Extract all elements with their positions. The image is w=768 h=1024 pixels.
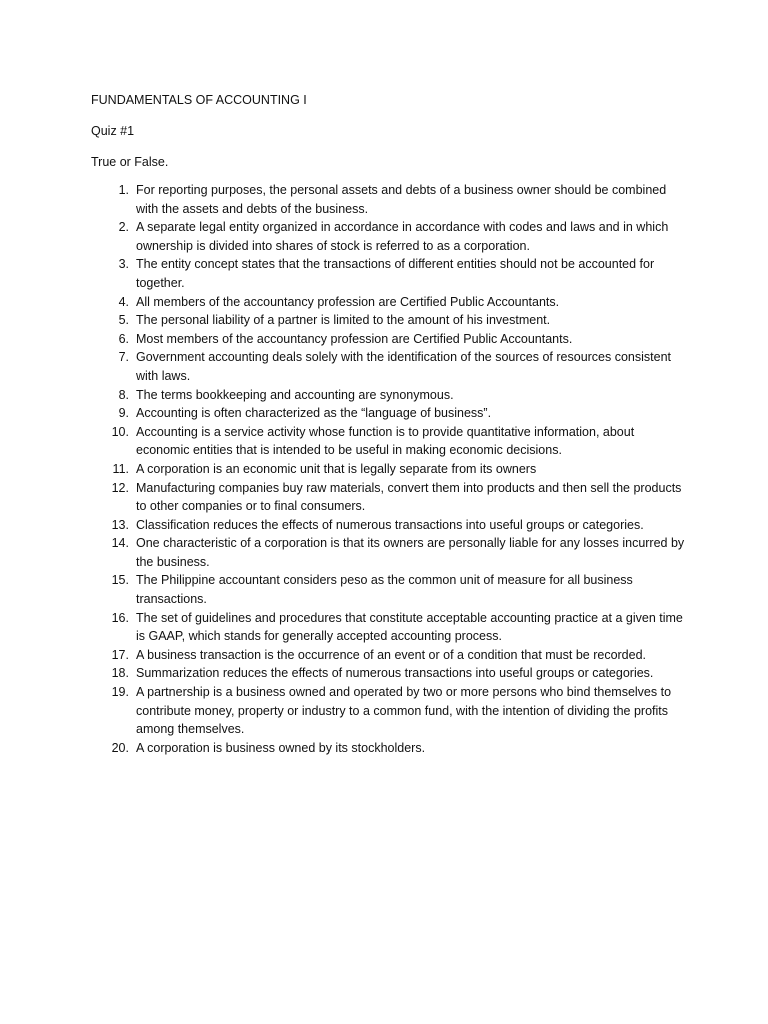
question-item [91, 571, 691, 608]
question-number: 12. [111, 480, 129, 495]
question-text: Government accounting deals solely with the identification of the sources of resources consistent with laws. [136, 350, 672, 383]
question-item [91, 181, 691, 218]
question-item [91, 479, 691, 516]
question-text: The personal liability of a partner is limited to the amount of his investment. [136, 313, 551, 328]
question-number: 19. [111, 685, 129, 700]
question-number: 9. [118, 406, 129, 421]
question-item [91, 646, 691, 665]
question-number: 18. [111, 666, 129, 681]
question-text: A corporation is an economic unit that is legally separate from its owners [136, 461, 537, 476]
question-number: 15. [111, 573, 129, 588]
question-item [91, 218, 691, 255]
question-item [91, 516, 691, 535]
question-text: Summarization reduces the effects of numerous transactions into useful groups or categories. [136, 666, 654, 681]
question-text: A corporation is business owned by its stockholders. [136, 740, 426, 755]
question-text: Classification reduces the effects of numerous transactions into useful groups or categories. [136, 517, 644, 532]
question-item [91, 348, 691, 385]
question-item [91, 311, 691, 330]
question-item [91, 330, 691, 349]
question-item [91, 404, 691, 423]
question-text: A separate legal entity organized in accordance in accordance with codes and laws and in which ownership is divided into shares of stock is referred to as a corporation. [136, 220, 669, 253]
question-number: 14. [111, 536, 129, 551]
question-number: 16. [111, 610, 129, 625]
document-body [91, 91, 691, 757]
question-text: Accounting is often characterized as the “language of business”. [136, 406, 492, 421]
document-title: FUNDAMENTALS OF ACCOUNTING I [91, 93, 307, 107]
question-text: The set of guidelines and procedures that constitute acceptable accounting practice at a given time is GAAP, which stands for generally accepted accounting process. [136, 610, 683, 644]
quiz-instructions: True or False. [91, 155, 169, 169]
question-item [91, 683, 691, 739]
question-text: Accounting is a service activity whose function is to provide quantitative information, about economic entities that is intended to be useful in making economic decisions. [136, 424, 635, 458]
question-item [91, 534, 691, 571]
question-number: 2. [118, 220, 129, 235]
question-number: 3. [118, 257, 129, 272]
question-text: One characteristic of a corporation is that its owners are personally liable for any losses incurred by the business. [136, 536, 685, 569]
question-number: 11. [112, 461, 129, 476]
question-item [91, 423, 691, 460]
question-item [91, 609, 691, 646]
question-item [91, 739, 691, 758]
question-text: The terms bookkeeping and accounting are synonymous. [136, 387, 454, 402]
question-number: 20. [111, 740, 129, 755]
question-text: For reporting purposes, the personal assets and debts of a business owner should be combined with the assets and debts of the business. [136, 183, 667, 216]
question-item [91, 293, 691, 312]
question-text: The Philippine accountant considers peso as the common unit of measure for all business transactions. [136, 573, 633, 607]
quiz-label: Quiz #1 [91, 124, 135, 138]
question-text: All members of the accountancy profession are Certified Public Accountants. [136, 294, 560, 309]
question-text: Most members of the accountancy profession are Certified Public Accountants. [136, 331, 573, 346]
question-item [91, 386, 691, 405]
question-number: 10. [111, 424, 129, 439]
question-item [91, 460, 691, 479]
question-number: 17. [111, 647, 129, 662]
question-text: A partnership is a business owned and operated by two or more persons who bind themselves to contribute money, property or industry to a common fund, with the intention of dividing the profits among themselves. [136, 685, 672, 737]
question-text: Manufacturing companies buy raw materials, convert them into products and then sell the products to other companies or to final consumers. [136, 480, 682, 514]
question-item [91, 664, 691, 683]
question-number: 1. [118, 183, 129, 197]
question-number: 13. [111, 517, 129, 532]
question-number: 5. [118, 313, 129, 328]
question-text: A business transaction is the occurrence of an event or of a condition that must be recorded. [136, 647, 647, 662]
question-number: 8. [118, 387, 129, 402]
question-list [91, 181, 691, 757]
question-item [91, 255, 691, 292]
question-number: 6. [118, 331, 129, 346]
question-number: 4. [118, 294, 129, 309]
question-number: 7. [118, 350, 129, 365]
question-text: The entity concept states that the transactions of different entities should not be accounted for together. [136, 257, 655, 290]
